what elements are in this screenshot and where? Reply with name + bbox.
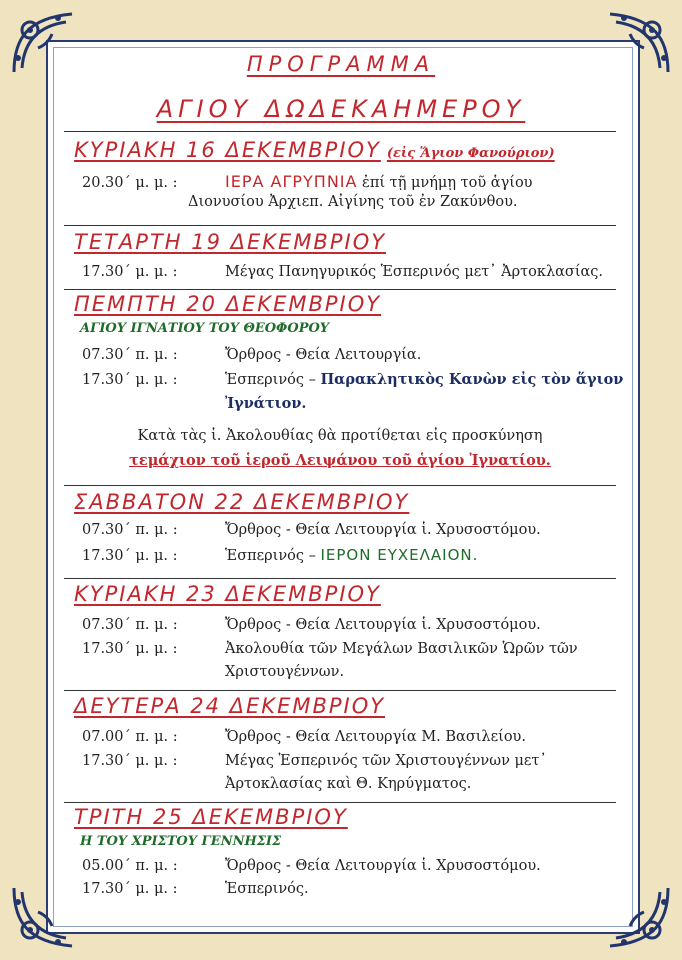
event-text: Ὄρθρος - Θεία Λειτουργία. xyxy=(225,347,422,363)
time-label: 17.30΄ μ. μ. : xyxy=(82,548,178,564)
schedule-row xyxy=(82,172,533,191)
schedule-row xyxy=(82,881,309,897)
event-text: Ἀκολουθία τῶν Μεγάλων Βασιλικῶν Ὡρῶν τῶν xyxy=(225,641,578,657)
day-heading xyxy=(74,138,555,162)
page-title: ΠΡΟΓΡΑΜΜΑ xyxy=(246,52,436,76)
event-text-continued: Ἀρτοκλασίας καὶ Θ. Κηρύγματος. xyxy=(225,776,472,792)
event-text-continued: Χριστουγέννων. xyxy=(225,664,345,680)
page-subtitle: ΑΓΙΟΥ ΔΩΔΕΚΑΗΜΕΡΟΥ xyxy=(156,95,526,123)
time-label: 20.30΄ μ. μ. : xyxy=(82,175,178,191)
time-label: 07.30΄ π. μ. : xyxy=(82,522,178,538)
schedule-row xyxy=(82,729,526,745)
time-label: 17.30΄ μ. μ. : xyxy=(82,372,178,388)
day-note: (εἰς Ἅγιον Φανούριον) xyxy=(386,146,555,161)
notice-relic xyxy=(64,452,616,469)
schedule-row xyxy=(82,753,547,769)
schedule-row xyxy=(82,347,421,363)
day-heading: ΣΑΒΒΑΤΟΝ 22 ΔΕΚΕΜΒΡΙΟΥ xyxy=(74,490,410,514)
highlight-red: ΙΕΡΑ ΑΓΡΥΠΝΙΑ xyxy=(225,172,358,191)
divider xyxy=(64,802,616,803)
highlight-blue: Παρακλητικὸς Κανὼν εἰς τὸν ἅγιον xyxy=(320,371,624,388)
schedule-row xyxy=(82,546,478,564)
schedule-row xyxy=(82,522,541,538)
event-text-continued: Ἰγνάτιον. xyxy=(225,395,307,412)
feast-subtitle: Η ΤΟΥ ΧΡΙΣΤΟΥ ΓΕΝΝΗΣΙΣ xyxy=(80,834,282,849)
schedule-row xyxy=(82,371,623,388)
event-text: Ἑσπερινός – xyxy=(225,372,321,388)
time-label: 17.30΄ μ. μ. : xyxy=(82,264,178,280)
notice-text: Κατὰ τὰς ἱ. Ἀκολουθίας θὰ προτίθεται εἰς προσκύνηση xyxy=(137,428,543,444)
time-label: 17.30΄ μ. μ. : xyxy=(82,641,178,657)
event-text-continued: Διονυσίου Ἀρχιεπ. Αἰγίνης τοῦ ἐν Ζακύνθου. xyxy=(188,194,518,210)
day-heading: ΔΕΥΤΕΡΑ 24 ΔΕΚΕΜΒΡΙΟΥ xyxy=(74,694,386,718)
time-label: 17.30΄ μ. μ. : xyxy=(82,881,178,897)
event-text: Ὄρθρος - Θεία Λειτουργία Μ. Βασιλείου. xyxy=(225,729,526,745)
divider xyxy=(64,289,616,290)
schedule-row xyxy=(82,641,578,657)
event-text: Ὄρθρος - Θεία Λειτουργία ἱ. Χρυσοστόμου. xyxy=(225,858,541,874)
divider xyxy=(64,578,616,579)
schedule-row xyxy=(82,858,541,874)
divider xyxy=(64,690,616,691)
event-text: Ἑσπερινός – xyxy=(225,548,321,564)
day-heading: ΠΕΜΠΤΗ 20 ΔΕΚΕΜΒΡΙΟΥ xyxy=(74,292,382,316)
schedule-row xyxy=(82,617,541,633)
time-label: 07.00΄ π. μ. : xyxy=(82,729,178,745)
divider xyxy=(64,131,616,132)
event-text: Μέγας Πανηγυρικός Ἑσπερινός μετ᾿ Ἀρτοκλασίας. xyxy=(225,264,604,280)
time-label: 07.30΄ π. μ. : xyxy=(82,347,178,363)
event-text: Ὄρθρος - Θεία Λειτουργία ἱ. Χρυσοστόμου. xyxy=(225,522,541,538)
day-heading: ΤΡΙΤΗ 25 ΔΕΚΕΜΒΡΙΟΥ xyxy=(74,805,348,829)
relic-text: τεμάχιον τοῦ ἱεροῦ Λειψάνου τοῦ ἁγίου Ἰγνατίου. xyxy=(129,452,551,469)
corner-ornament-icon xyxy=(604,882,674,952)
time-label: 17.30΄ μ. μ. : xyxy=(82,753,178,769)
feast-subtitle: ΑΓΙΟΥ ΙΓΝΑΤΙΟΥ ΤΟΥ ΘΕΟΦΟΡΟΥ xyxy=(80,321,330,336)
day-label: ΚΥΡΙΑΚΗ 16 ΔΕΚΕΜΒΡΙΟΥ xyxy=(74,138,381,162)
schedule-row xyxy=(82,264,603,280)
event-text: Ὄρθρος - Θεία Λειτουργία ἱ. Χρυσοστόμου. xyxy=(225,617,541,633)
divider xyxy=(64,485,616,486)
event-text: Μέγας Ἑσπερινός τῶν Χριστουγέννων μετ᾿ xyxy=(225,753,547,769)
divider xyxy=(64,225,616,226)
event-text: ἐπί τῇ μνήμῃ τοῦ ἁγίου xyxy=(357,175,533,191)
event-text: Ἑσπερινός. xyxy=(225,881,309,897)
day-heading: ΤΕΤΑΡΤΗ 19 ΔΕΚΕΜΒΡΙΟΥ xyxy=(74,230,387,254)
highlight-green: ΙΕΡΟΝ ΕΥΧΕΛΑΙΟΝ. xyxy=(320,546,479,564)
time-label: 05.00΄ π. μ. : xyxy=(82,858,178,874)
corner-ornament-icon xyxy=(8,882,78,952)
time-label: 07.30΄ π. μ. : xyxy=(82,617,178,633)
day-heading: ΚΥΡΙΑΚΗ 23 ΔΕΚΕΜΒΡΙΟΥ xyxy=(74,582,381,606)
